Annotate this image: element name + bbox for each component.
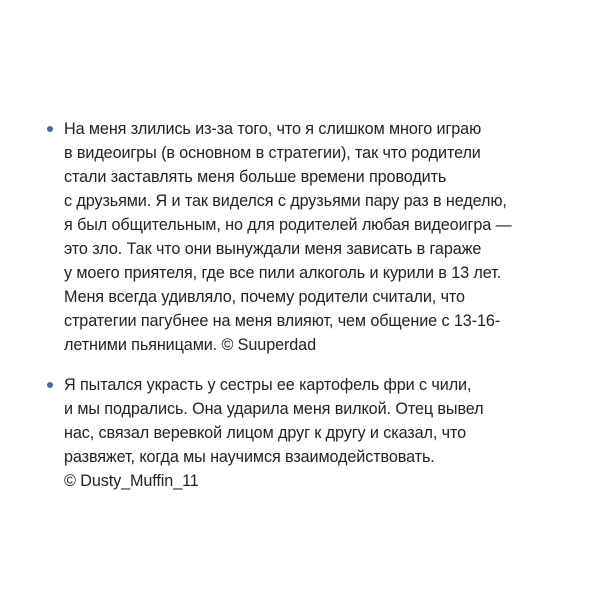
bullet-icon: [47, 382, 53, 388]
story-item: [46, 373, 566, 493]
story-text-line: я был общительным, но для родителей любая видеоигра —: [64, 216, 512, 234]
story-text-line: у моего приятеля, где все пили алкоголь и курили в 13 лет.: [64, 264, 502, 282]
story-text-line: развяжет, когда мы научимся взаимодействовать.: [64, 448, 435, 466]
story-text-line: с друзьями. Я и так виделся с друзьями пару раз в неделю,: [64, 192, 507, 210]
story-text-line: стали заставлять меня больше времени проводить: [64, 168, 447, 186]
story-text-line: в видеоигры (в основном в стратегии), так что родители: [64, 144, 481, 162]
stories-list: [46, 117, 566, 493]
story-item: [46, 117, 566, 357]
story-text-line: это зло. Так что они вынуждали меня зависать в гараже: [64, 240, 482, 258]
story-text-line: нас, связал веревкой лицом друг к другу и сказал, что: [64, 424, 467, 442]
bullet-icon: [47, 126, 53, 132]
story-text-line: © Dusty_Muffin_11: [64, 472, 199, 490]
story-text-line: стратегии пагубнее на меня влияют, чем общение с 13-16-: [64, 312, 501, 330]
story-text-line: летними пьяницами. © Suuperdad: [64, 336, 316, 354]
story-text-line: и мы подрались. Она ударила меня вилкой. Отец вывел: [64, 400, 484, 418]
story-text-line: На меня злились из-за того, что я слишком много играю: [64, 120, 482, 138]
story-text-line: Меня всегда удивляло, почему родители считали, что: [64, 288, 465, 306]
story-text-line: Я пытался украсть у сестры ее картофель фри с чили,: [64, 376, 472, 394]
